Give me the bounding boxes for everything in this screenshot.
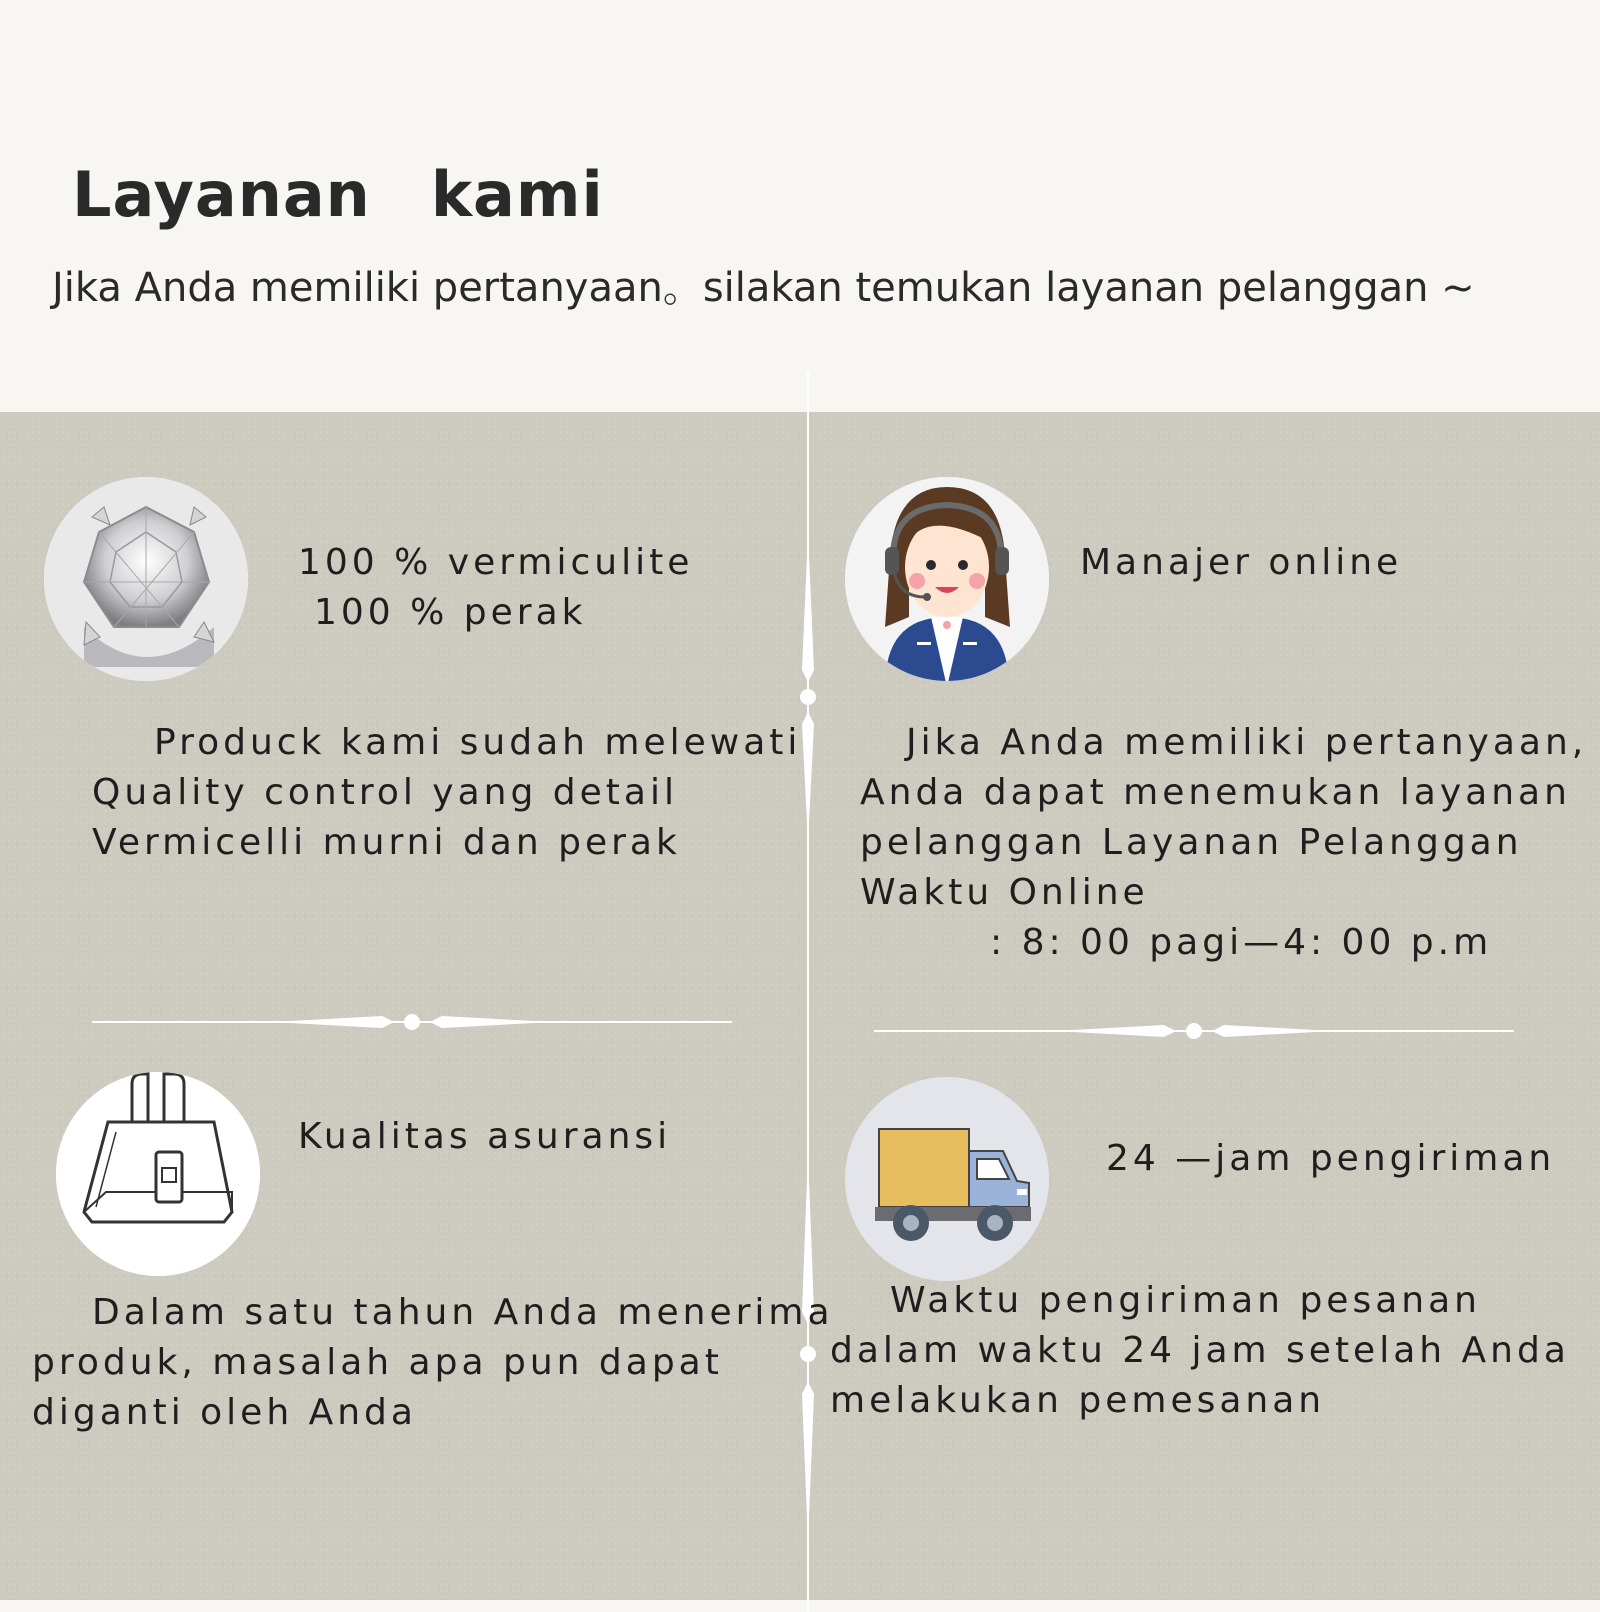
handbag-icon — [56, 1072, 260, 1276]
page-title — [72, 158, 604, 231]
delivery-body-line-1: Waktu pengiriman pesanan — [890, 1280, 1481, 1321]
assurance-body-line-1: Dalam satu tahun Anda menerima — [92, 1292, 834, 1333]
delivery-body-line-3: melakukan pemesanan — [830, 1380, 1326, 1421]
manager-body-line-1: Jika Anda memiliki pertanyaan, — [906, 722, 1588, 763]
quality-label-line-1: 100 % vermiculite — [298, 542, 694, 583]
page-subtitle: Jika Anda memiliki pertanyaan。silakan temukan layanan pelanggan ~ — [52, 265, 1475, 311]
services-panel — [0, 412, 1600, 1600]
manager-body-line-5: : 8: 00 pagi—4: 00 p.m — [990, 922, 1493, 963]
delivery-label: 24 —jam pengiriman — [1106, 1138, 1556, 1179]
manager-body-line-4: Waktu Online — [860, 872, 1149, 913]
horizontal-divider-right — [874, 1021, 1514, 1041]
assurance-body-line-2: produk, masalah apa pun dapat — [32, 1342, 723, 1383]
vertical-divider — [800, 372, 820, 1612]
assurance-body-line-3: diganti oleh Anda — [32, 1392, 417, 1433]
quality-body-line-3: Vermicelli murni dan perak — [92, 822, 681, 863]
diamond-ring-icon — [44, 477, 248, 681]
horizontal-divider-left — [92, 1012, 732, 1032]
header — [0, 0, 1600, 412]
delivery-body-line-2: dalam waktu 24 jam setelah Anda — [830, 1330, 1570, 1371]
manager-body-line-3: pelanggan Layanan Pelanggan — [860, 822, 1523, 863]
quality-body-line-2: Quality control yang detail — [92, 772, 678, 813]
title-part-1: Layanan — [72, 158, 371, 231]
quality-body-line-1: Produck kami sudah melewati — [154, 722, 802, 763]
quality-label-line-2: 100 % perak — [314, 592, 587, 633]
delivery-truck-icon — [845, 1077, 1049, 1281]
title-part-2: kami — [430, 158, 604, 231]
manager-body-line-2: Anda dapat menemukan layanan — [860, 772, 1571, 813]
assurance-label: Kualitas asuransi — [298, 1116, 672, 1157]
customer-service-agent-icon — [845, 477, 1049, 681]
manager-label: Manajer online — [1080, 542, 1403, 583]
